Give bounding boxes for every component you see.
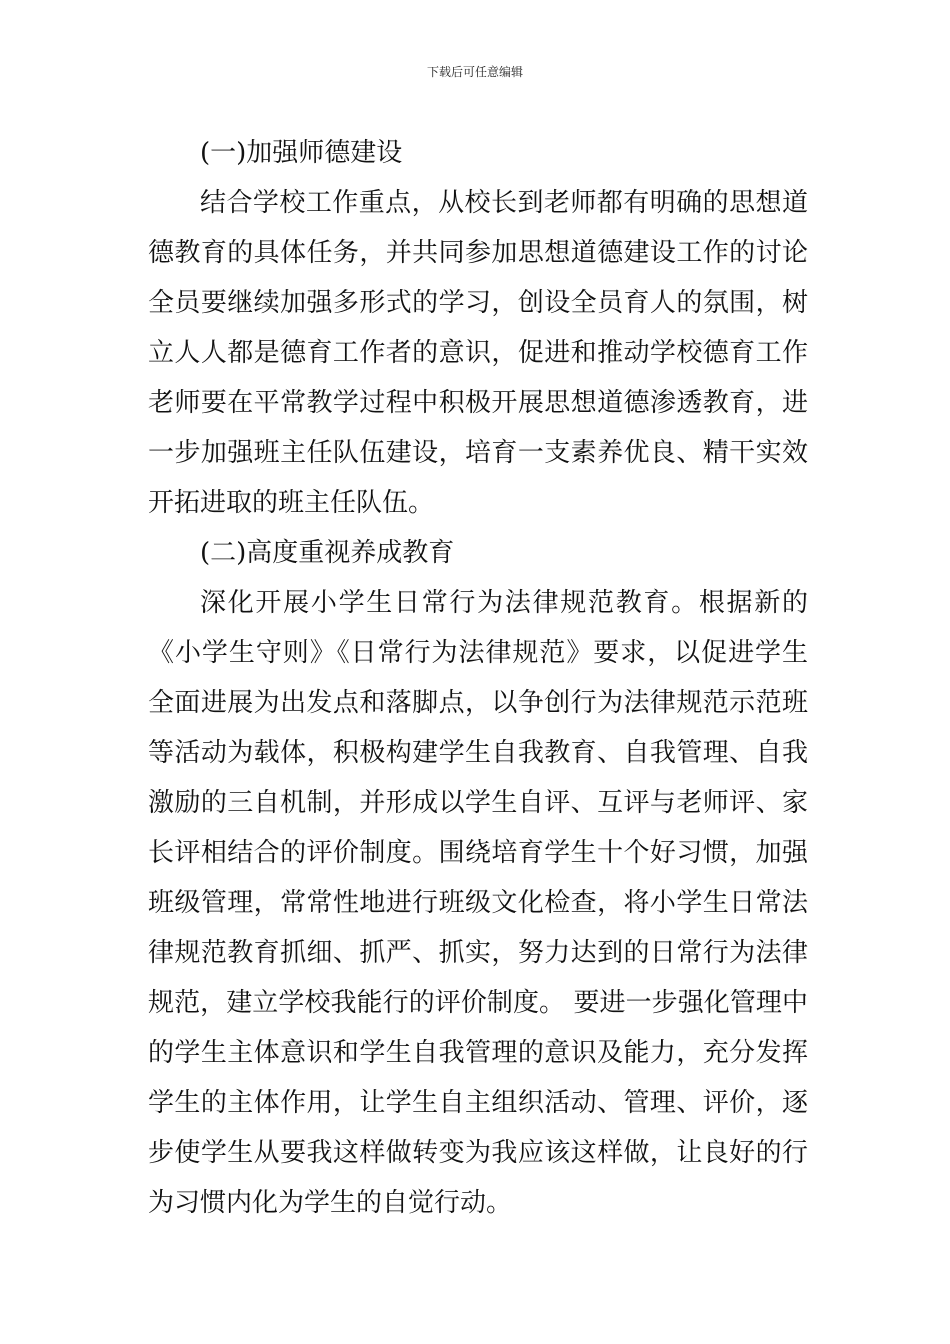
paragraph-line: 德教育的具体任务，并共同参加思想道德建设工作的讨论 <box>148 238 808 268</box>
paragraph-line: 结合学校工作重点，从校长到老师都有明确的思想道 <box>200 188 808 218</box>
page-header: 下载后可任意编辑 <box>426 65 523 79</box>
paragraph-line: 老师要在平常教学过程中积极开展思想道德渗透教育，进 <box>148 388 808 418</box>
paragraph-line: 步使学生从要我这样做转变为我应该这样做，让良好的行 <box>148 1138 808 1168</box>
paragraph-line: 立人人都是德育工作者的意识，促进和推动学校德育工作 <box>148 338 808 368</box>
paragraph-line: 学生的主体作用，让学生自主组织活动、管理、评价，逐 <box>148 1088 808 1118</box>
paragraph-line: 全员要继续加强多形式的学习，创设全员育人的氛围，树 <box>148 288 808 318</box>
paragraph-line: 为习惯内化为学生的自觉行动。 <box>148 1188 513 1218</box>
paragraph-line: 班级管理，常常性地进行班级文化检查，将小学生日常法 <box>148 888 808 918</box>
paragraph-line: 开拓进取的班主任队伍。 <box>148 488 435 518</box>
paragraph-line: 一步加强班主任队伍建设，培育一支素养优良、精干实效 <box>148 438 808 468</box>
section-heading-2: (二)高度重视养成教育 <box>200 538 455 568</box>
paragraph-line: 的学生主体意识和学生自我管理的意识及能力，充分发挥 <box>148 1038 808 1068</box>
section-heading-1: (一)加强师德建设 <box>200 138 403 168</box>
paragraph-line: 激励的三自机制，并形成以学生自评、互评与老师评、家 <box>148 788 808 818</box>
paragraph-line: 等活动为载体，积极构建学生自我教育、自我管理、自我 <box>148 738 808 768</box>
paragraph-line: 长评相结合的评价制度。围绕培育学生十个好习惯，加强 <box>148 838 808 868</box>
paragraph-line: 律规范教育抓细、抓严、抓实，努力达到的日常行为法律 <box>148 938 808 968</box>
paragraph-line: 规范，建立学校我能行的评价制度。 要进一步强化管理中 <box>148 988 808 1018</box>
paragraph-line: 深化开展小学生日常行为法律规范教育。根据新的 <box>200 588 808 618</box>
document-body <box>148 128 808 1228</box>
paragraph-line: 全面进展为出发点和落脚点，以争创行为法律规范示范班 <box>148 688 808 718</box>
paragraph-line: 《小学生守则》《日常行为法律规范》要求，以促进学生 <box>148 638 808 668</box>
